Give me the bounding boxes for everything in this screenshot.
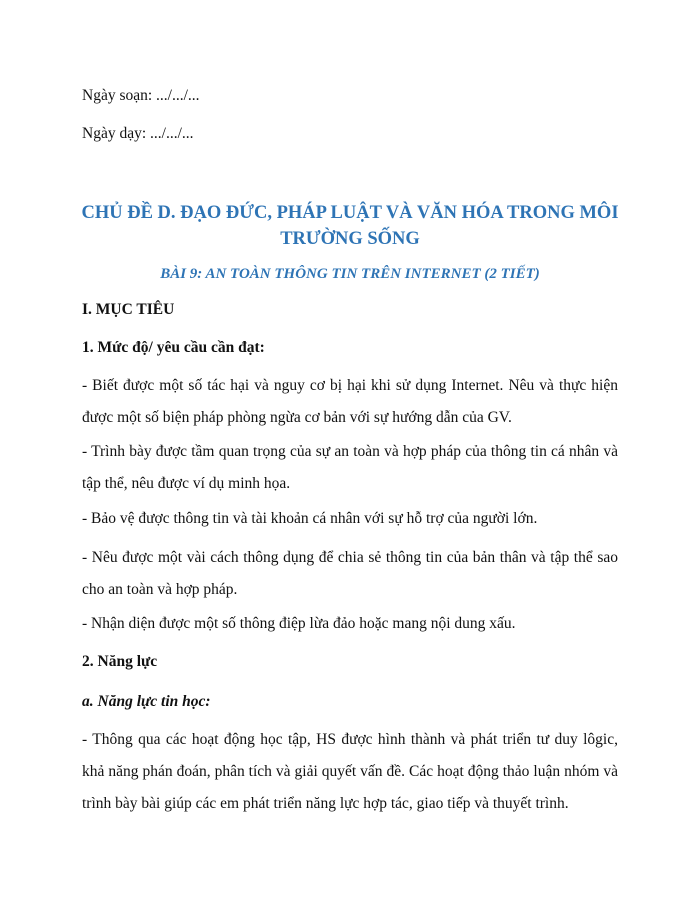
objective-item: - Trình bày được tầm quan trọng của sự an toàn và hợp pháp của thông tin cá nhân và tập thể, nêu được ví dụ minh họa. <box>82 443 618 492</box>
topic-title-line1: CHỦ ĐỀ D. ĐẠO ĐỨC, PHÁP LUẬT VÀ VĂN HÓA TRONG MÔI <box>81 203 619 223</box>
objective-item: - Bảo vệ được thông tin và tài khoản cá nhân với sự hỗ trợ của người lớn. <box>82 510 538 527</box>
lesson-title: BÀI 9: AN TOÀN THÔNG TIN TRÊN INTERNET (2 TIẾT) <box>160 266 540 282</box>
topic-title-line2: TRƯỜNG SỐNG <box>280 229 420 249</box>
objective-item: - Nêu được một vài cách thông dụng để chia sẻ thông tin của bản thân và tập thể sao cho an toàn và hợp pháp. <box>82 549 618 598</box>
subsection-heading-competency: 2. Năng lực <box>82 653 158 670</box>
subsection-heading-it-competency: a. Năng lực tin học: <box>82 693 211 710</box>
objective-item: - Biết được một số tác hại và nguy cơ bị hại khi sử dụng Internet. Nêu và thực hiện được một số biện pháp phòng ngừa cơ bản với sự hướng dẫn của GV. <box>82 377 618 426</box>
competency-paragraph: - Thông qua các hoạt động học tập, HS được hình thành và phát triển tư duy lôgic, khả năng phán đoán, phân tích và giải quyết vấn đề. Các hoạt động thảo luận nhóm và trình bày bài giúp các em phát triển năng lực hợp tác, giao tiếp và thuyết trình. <box>82 731 618 812</box>
objective-item: - Nhận diện được một số thông điệp lừa đảo hoặc mang nội dung xấu. <box>82 615 516 632</box>
section-heading-objectives: I. MỤC TIÊU <box>82 301 175 318</box>
subsection-heading-requirements: 1. Mức độ/ yêu cầu cần đạt: <box>82 339 265 356</box>
date-taught: Ngày dạy: .../.../... <box>82 125 194 142</box>
date-prepared: Ngày soạn: .../.../... <box>82 87 200 104</box>
